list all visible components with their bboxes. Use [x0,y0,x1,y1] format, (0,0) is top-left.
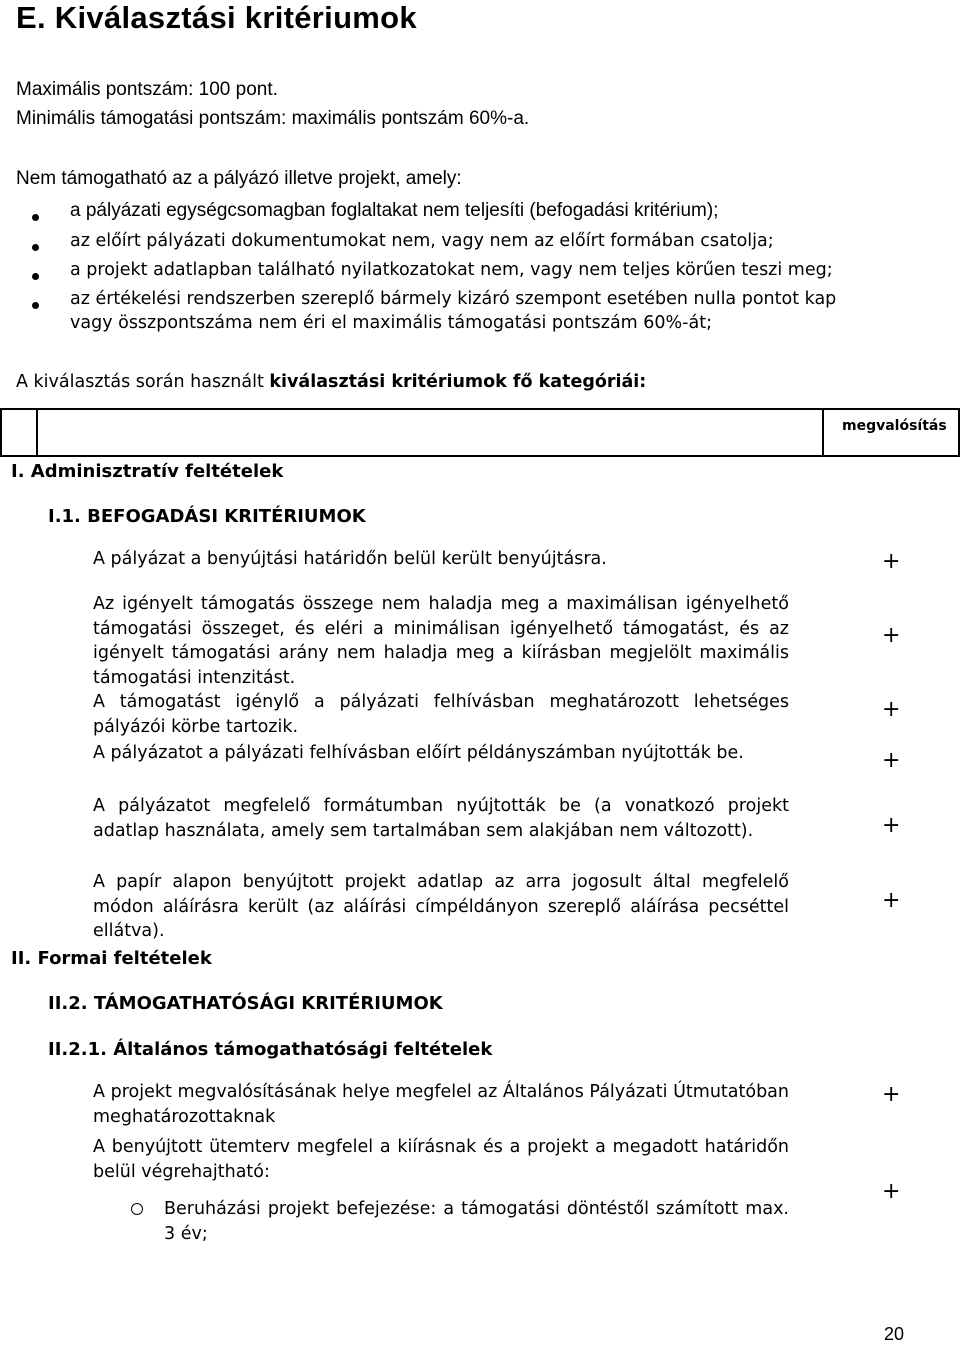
list-item: a projekt adatlapban található nyilatkozatokat nem, vagy nem teljes körűen teszi meg; [70,260,833,280]
section-administrative: I. Adminisztratív feltételek [11,461,284,482]
plus-mark: + [882,549,901,574]
section-general-eligibility: II.2.1. Általános támogathatósági feltételek [48,1039,493,1060]
criterion-row: Az igényelt támogatás összege nem haladja meg a maximálisan igényelhető támogatási összeget, és eléri a minimálisan igényelhető támogatást, és az igényelt támogatási arány nem haladja meg a kiírásban megjelölt maximális támogatási intenzitást. [93,594,789,688]
list-item: az értékelési rendszerben szereplő bármely kizáró szempont esetében nulla pontot kap [70,289,837,309]
column-header-megvalositas: megvalósítás [842,418,947,434]
criterion-row: A papír alapon benyújtott projekt adatlap az arra jogosult által megfelelő módon aláírásra került (az aláírási címpéldányon szereplő aláírása pecséttel ellátva). [93,872,789,941]
plus-mark: + [882,748,901,773]
criterion-row: A pályázat a benyújtási határidőn belül került benyújtásra. [93,549,607,569]
section-admission-criteria: I.1. BEFOGADÁSI KRITÉRIUMOK [48,506,366,527]
plus-mark: + [882,813,901,838]
circle-bullet-icon [131,1203,143,1215]
criterion-row: A támogatást igénylő a pályázati felhívásban meghatározott lehetséges pályázói körbe tartozik. [93,692,789,737]
max-points: Maximális pontszám: 100 pont. [16,79,278,100]
page-title: E. Kiválasztási kritériumok [16,0,417,35]
criterion-row: A projekt megvalósításának helye megfelel az Általános Pályázati Útmutatóban meghatározottaknak [93,1082,789,1127]
criterion-row: A pályázatot megfelelő formátumban nyújtották be (a vonatkozó projekt adatlap használata, amely sem tartalmában sem alakjában nem változott). [93,796,789,841]
sub-criterion: Beruházási projekt befejezése: a támogatási döntéstől számított max. 3 év; [164,1199,789,1244]
min-points: Minimális támogatási pontszám: maximális pontszám 60%-a. [16,108,530,129]
categories-intro: A kiválasztás során használt kiválasztási kritériumok fő kategóriái: [16,372,647,392]
bullet-icon [32,244,39,251]
page-number: 20 [884,1324,905,1344]
criterion-row: A pályázatot a pályázati felhívásban előírt példányszámban nyújtották be. [93,743,744,763]
bullet-icon [32,302,39,309]
plus-mark: + [882,697,901,722]
plus-mark: + [882,1082,901,1107]
plus-mark: + [882,888,901,913]
section-formal: II. Formai feltételek [11,948,212,969]
bullet-icon [32,214,39,221]
list-item: a pályázati egységcsomagban foglaltakat nem teljesíti (befogadási kritérium); [70,200,719,221]
plus-mark: + [882,623,901,648]
plus-mark: + [882,1179,901,1204]
list-item-continuation: vagy összpontszáma nem éri el maximális támogatási pontszám 60%-át; [70,313,712,333]
criterion-row: A benyújtott ütemterv megfelel a kiírásnak és a projekt a megadott határidőn belül végrehajtható: [93,1137,789,1182]
not-supported-intro: Nem támogatható az a pályázó illetve projekt, amely: [16,168,462,189]
section-eligibility-criteria: II.2. TÁMOGATHATÓSÁGI KRITÉRIUMOK [48,993,443,1014]
bullet-icon [32,273,39,280]
list-item: az előírt pályázati dokumentumokat nem, vagy nem az előírt formában csatolja; [70,231,774,251]
